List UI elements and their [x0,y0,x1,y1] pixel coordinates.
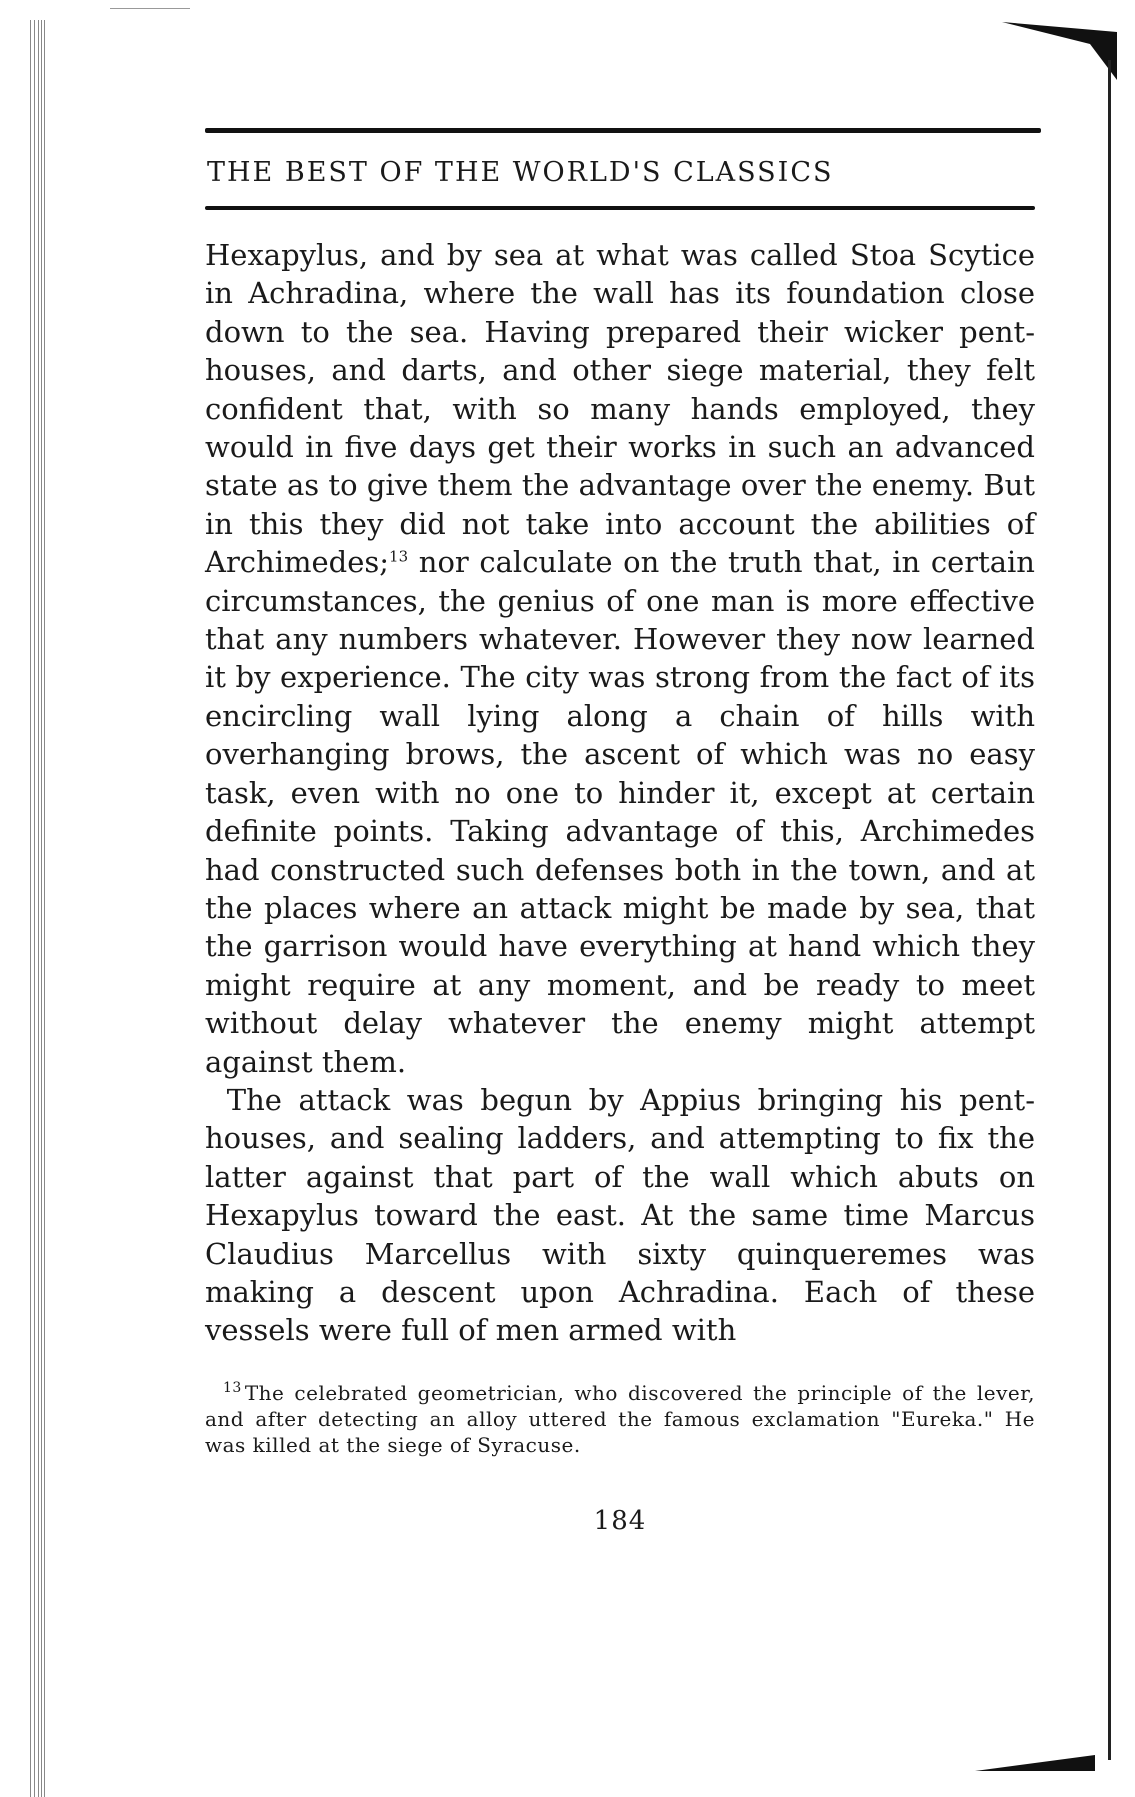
page-right-edge [1108,60,1111,1760]
header-rule-bottom [205,206,1035,210]
running-head: THE BEST OF THE WORLD'S CLASSICS [207,157,834,188]
header-rule-top [205,128,1041,133]
scan-mark [110,8,190,9]
footnote-reference: 13 [389,547,409,566]
book-page [205,128,1035,1536]
paragraph-text: nor calculate on the truth that, in certain circumstances, the genius of one man is more effective that any numbers whatever. However they now learned it by experience. The city was strong from the fact of its encircling wall lying along a chain of hills with overhanging brows, the ascent of which was no easy task, even with no one to hinder it, except at certain definite points. Taking advantage of this, Archimedes had constructed such defenses both in the town, and at the places where an attack might be made by sea, that the garrison would have everything at hand which they might require at any moment, and be ready to meet without delay whatever the enemy might attempt against them. [205,545,1035,1079]
page-number: 184 [593,1505,647,1536]
body-text [205,236,1035,1350]
footnote [205,1380,1035,1458]
book-binding-edge [0,0,50,1797]
footnote-text: The celebrated geometrician, who discovered the principle of the lever, and after detecting an alloy uttered the famous exclamation "Eureka." He was killed at the siege of Syracuse. [205,1380,1035,1457]
paragraph [205,236,1035,1081]
paragraph: The attack was begun by Appius bringing his pent-houses, and sealing ladders, and attempting to fix the latter against that part of the wall which abuts on Hexapylus toward the east. At the same time Marcus Claudius Marcellus with sixty quinqueremes was making a descent upon Achradina. Each of these vessels were full of men armed with [205,1082,1035,1348]
footnote-number: 13 [223,1380,242,1397]
page-bottom-curl [975,1753,1095,1773]
paragraph-text: Hexapylus, and by sea at what was called Stoa Scytice in Achradina, where the wall has its foundation close down to the sea. Having prepared their wicker pent-houses, and darts, and other siege material, they felt confident that, with so many hands employed, they would in five days get their works in such an advanced state as to give them the advantage over the enemy. But in this they did not take into account the abilities of Archimedes; [205,238,1035,580]
page-corner-fold [1002,22,1117,82]
